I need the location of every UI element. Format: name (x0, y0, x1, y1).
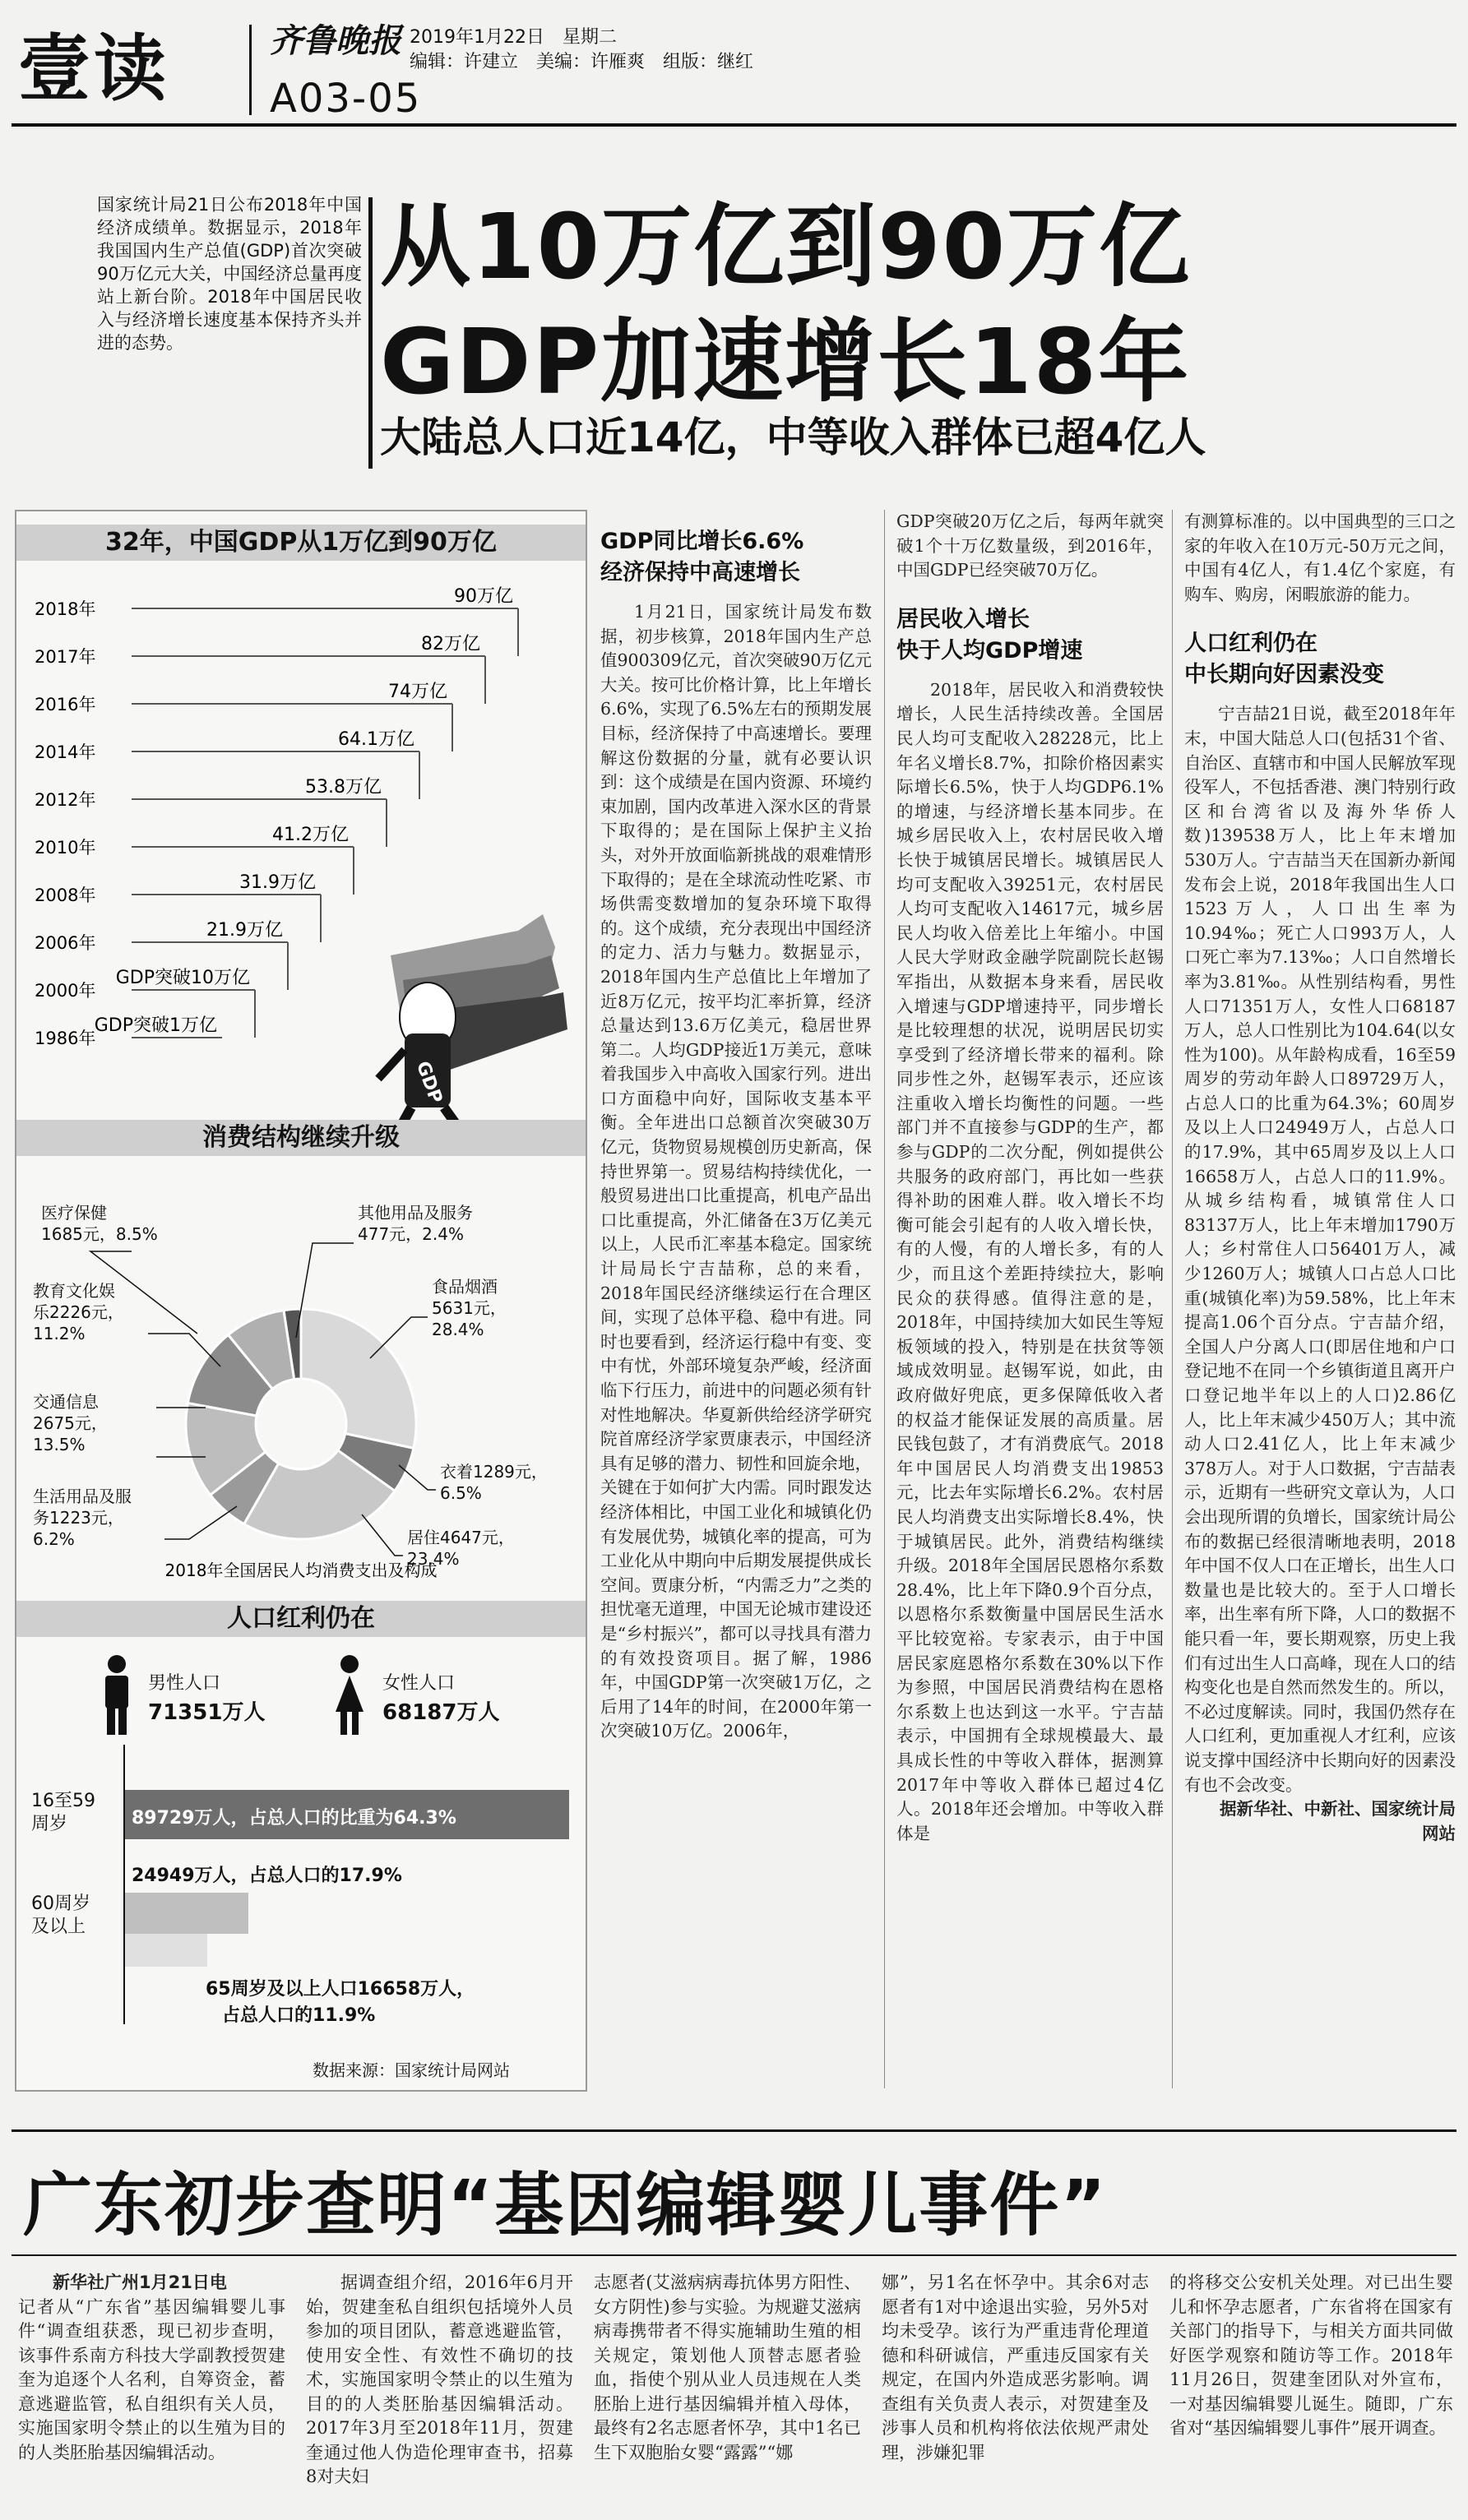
col2-continuation: GDP突破20万亿之后，每两年就突破1个十万亿数量级，到2016年，中国GDP已经突破70万亿。 (896, 511, 1164, 580)
editor-credits: 编辑：许建立 美编：许雁爽 组版：继红 (410, 52, 754, 72)
consumption-pie-chart (16, 1161, 586, 1588)
gdp-value-label: GDP突破1万亿 (94, 1015, 217, 1036)
elderly-65-text-1: 65周岁及以上人口16658万人， (206, 1979, 475, 2000)
section2-col3-body: 志愿者(艾滋病病毒抗体男方阳性、女方阴性)参与实验。为规避艾滋病病毒携带者不得实施辅助生殖的相关规定，策划他人顶替志愿者验血，指使个别从业人员违规在人类胚胎上进行基因编辑并植入母体，最终有2名志愿者怀孕，其中1名已生下双胞胎女婴“露露”“娜 (594, 2273, 861, 2462)
pie-label-daily: 6.2% (33, 1529, 75, 1549)
pie-label-other: 477元，2.4% (358, 1224, 464, 1244)
gdp-value-label: 90万亿 (454, 586, 513, 607)
pie-label-transport: 13.5% (33, 1435, 86, 1454)
gdp-value-label: 31.9万亿 (239, 872, 316, 893)
col3-credit: 据新华社、中新社、国家统计局网站 (1220, 1799, 1456, 1843)
section2-col1-body: 记者从“广东省”基因编辑婴儿事件“调查组获悉，现已初步查明，该事件系南方科技大学副教授贺建奎为追逐个人名利，自筹资金，蓄意逃避监管，私自组织有关人员，实施国家明令禁止的以生殖为目的的人类胚胎基因编辑活动。 (18, 2296, 285, 2462)
pie-label-education: 11.2% (33, 1324, 86, 1343)
lead-accent-bar (368, 197, 373, 469)
elderly-60-bar (125, 1893, 248, 1934)
female-value: 68187万人 (382, 1700, 500, 1725)
paper-name-logo: 齐鲁晚报 (270, 21, 401, 60)
pie-caption: 2018年全国居民人均消费支出及构成 (164, 1561, 438, 1580)
section2-col5-body: 的将移交公安机关处理。对已出生婴儿和怀孕志愿者，广东省将在国家有关部门的指导下，与相关方面共同做好医学观察和随访等工作。2018年11月26日，贺建奎团队对外宣布，一对基因编辑婴儿诞生。随即，广东省对“基因编辑婴儿事件”展开调查。 (1169, 2273, 1453, 2438)
male-label: 男性人口 (148, 1673, 221, 1694)
pie-label-transport: 交通信息 (33, 1392, 99, 1412)
headline-line-1: 从10万亿到90万亿 (380, 194, 1192, 299)
gdp-value-label: 21.9万亿 (206, 920, 283, 941)
population-panel-title: 人口红利仍在 (16, 1601, 586, 1637)
subheadline: 大陆总人口近14亿，中等收入群体已超4亿人 (380, 414, 1206, 461)
gdp-year-label: 2010年 (35, 838, 96, 858)
gdp-year-label: 2016年 (35, 695, 96, 714)
infographic-column (15, 510, 587, 2092)
gdp-year-label: 2017年 (35, 647, 96, 667)
gdp-value-label: 41.2万亿 (272, 825, 349, 845)
issue-date: 2019年1月22日 星期二 (410, 27, 617, 48)
article-column-1 (600, 526, 872, 2088)
section2-col-5 (1169, 2271, 1453, 2509)
pie-label-food: 食品烟酒 (432, 1277, 498, 1297)
working-age-text: 89729万人，占总人口的比重为64.3% (132, 1808, 456, 1829)
column-separator (1172, 510, 1173, 2088)
page-number: A03-05 (270, 76, 422, 122)
article-column-3 (1184, 510, 1456, 2088)
gdp-year-label: 2012年 (35, 790, 96, 810)
lead-summary: 国家统计局21日公布2018年中国经济成绩单。数据显示，2018年我国国内生产总值(GDP)首次突破90万亿元大关，中国经济总量再度站上新台阶。2018年中国居民收入与经济增长速度基本保持齐头并进的态势。 (97, 195, 362, 353)
pie-label-other: 其他用品及服务 (358, 1203, 473, 1223)
male-value: 71351万人 (148, 1700, 266, 1725)
col2-heading: 居民收入增长 快于人均GDP增速 (896, 606, 1083, 664)
male-icon (99, 1654, 135, 1740)
pie-label-clothing: 衣着1289元， (440, 1462, 548, 1482)
pie-label-clothing: 6.5% (440, 1483, 482, 1503)
gdp-year-label: 2006年 (35, 933, 96, 953)
section2-headline: 广东初步查明“基因编辑婴儿事件” (23, 2165, 1108, 2245)
data-source: 数据来源：国家统计局网站 (313, 2060, 510, 2080)
pie-label-medical: 1685元，8.5% (41, 1224, 158, 1244)
section2-col-2 (306, 2271, 573, 2509)
gdp-panel-title: 32年，中国GDP从1万亿到90万亿 (16, 525, 586, 561)
section-title: 壹读 (18, 25, 170, 111)
runner-figure-icon (378, 914, 567, 1140)
header-divider (12, 123, 1456, 127)
consumption-panel-title: 消费结构继续升级 (16, 1120, 586, 1156)
gdp-year-label: 1986年 (35, 1029, 96, 1048)
bar-axis (123, 1745, 125, 2024)
female-icon (329, 1654, 370, 1740)
section2-col-4 (882, 2271, 1149, 2509)
col3-body: 宁吉喆21日说，截至2018年年末，中国大陆总人口(包括31个省、自治区、直辖市和中国人民解放军现役军人，不包括香港、澳门特别行政区和台湾省以及海外华侨人数)139538万人，比上年末增加530万人。宁吉喆当天在国新办新闻发布会上说，2018年我国出生人口1523万人，人口出生率为10.94‰；死亡人口993万人，人口死亡率为7.13‰；人口自然增长率为3.81‰。从性别结构看，男性人口71351万人，女性人口68187万人，总人口性别比为104.64(以女性为100)。从年龄构成看，16至59周岁的劳动年龄人口89729万人，占总人口的比重为64.3%；60周岁及以上人口24949万人，占总人口的17.9%，其中65周岁及以上人口16658万人，占总人口的11.9%。从城乡结构看，城镇常住人口83137万人，比上年末增加1790万人；乡村常住人口56401万人，减少1260万人；城镇人口占总人口比重(城镇化率)为59.58%，比上年末提高1.06个百分点。宁吉喆介绍，全国人户分离人口(即居住地和户口登记地不在同一个乡镇街道且离开户口登记地半年以上的人口)2.86亿人，比上年末减少450万人；其中流动人口2.41亿人，比上年末减少378万人。对于人口数据，宁吉喆表示，近期有一些研究文章认为，人口会出现所谓的负增长，国家统计局公布的数据已经很清晰地表明，2018年中国不仅人口在正增长，出生人口数量也是比较大的。至于人口增长率，出生率有所下降，人口的数据不能只看一年，要长期观察，历史上我们有过出生人口高峰，现在人口的结构变化也是自然而然发生的。所以，不必过度解读。同时，我国仍然存在人口红利，更加重视人才红利，应该说支撑中国经济中长期向好的因素没有也不会改变。 (1184, 704, 1456, 1795)
section2-col4-body: 娜”，另1名在怀孕中。其余6对志愿者有1对中途退出实验，另外5对均未受孕。该行为严重违背伦理道德和科研诚信，严重违反国家有关规定，在国内外造成恶劣影响。调查组有关负责人表示，对贺建奎及涉事人员和机构将依法依规严肃处理，涉嫌犯罪 (882, 2273, 1149, 2462)
gdp-value-label: GDP突破10万亿 (115, 968, 250, 988)
elderly-65-bar (125, 1934, 207, 1967)
headline-line-2: GDP加速增长18年 (380, 309, 1191, 414)
section2-rule (12, 2254, 1456, 2256)
bar2-age-label: 60周岁 及以上 (31, 1893, 90, 1937)
article-column-2 (896, 510, 1164, 2088)
gdp-year-label: 2018年 (35, 599, 96, 619)
bar1-age-label: 16至59 周岁 (31, 1791, 95, 1834)
col2-body: 2018年，居民收入和消费较快增长，人民生活持续改善。全国居民人均可支配收入28228元，比上年名义增长8.7%，扣除价格因素实际增长6.5%，快于人均GDP6.1%的增速，与经济增长基本同步。在城乡居民收入上，农村居民收入增长快于城镇居民增长。城镇居民人均可支配收入39251元，农村居民人均可支配收入14617元，城乡居民人均收入倍差比上年缩小。中国人民大学财政金融学院副院长赵锡军指出，从数据本身来看，居民收入增速与GDP增速持平，同步增长是比较理想的状况，说明居民切实享受到了经济增长带来的福利。除同步性之外，赵锡军表示，还应该注重收入增长均衡性的问题。一些部门并不直接参与GDP的生产，都参与GDP的二次分配，例如提供公共服务的政府部门，再比如一些获得补助的困难人群。收入增长不均衡可能会引起有的人收入增长快，有的人慢，有的人增长多，有的人少，而且这个差距持续拉大，影响民众的获得感。值得注意的是，2018年，中国持续加大如民生等短板领域的投入，特别是在扶贫等领域成效明显。赵锡军说，如此，由政府做好兜底，更多保障低收入者的权益才能保证发展的高质量。居民钱包鼓了，才有消费底气。2018年中国居民人均消费支出19853元，比去年实际增长6.2%。农村居民人均消费支出实际增长8.4%，快于城镇居民。此外，消费结构继续升级。2018年全国居民恩格尔系数28.4%，比上年下降0.9个百分点，以恩格尔系数衡量中国居民生活水平比较宽裕。专家表示，由于中国居民家庭恩格尔系数在30%以下作为参照，中国居民消费结构在恩格尔系数上也达到这一水平。宁吉喆表示，中国拥有全球规模最大、最具成长性的中等收入群体，据测算2017年中等收入群体已超过4亿人。2018年还会增加。中等收入群体是 (896, 679, 1164, 1843)
pie-label-transport: 2675元， (33, 1413, 108, 1433)
gdp-year-label: 2014年 (35, 742, 96, 762)
pie-label-medical: 医疗保健 (41, 1203, 107, 1223)
column-separator (884, 510, 885, 2088)
pie-label-daily: 生活用品及服 (33, 1487, 132, 1506)
pie-label-food: 5631元， (432, 1298, 507, 1318)
pie-label-education: 乐2226元， (33, 1302, 124, 1322)
section2-col-3 (594, 2271, 861, 2509)
col1-body: 1月21日，国家统计局发布数据，初步核算，2018年国内生产总值900309亿元，首次突破90万亿元大关。按可比价格计算，比上年增长6.6%，实现了6.5%左右的预期发展目标，经济保持了中高速增长。要理解这份数据的分量，就有必要认识到：这个成绩是在国内资源、环境约束加剧，国内改革进入深水区的背景下取得的；是在国际上保护主义抬头，对外开放面临新挑战的艰难情形下取得的；是在全球流动性吃紧、市场供需变数增加的复杂环境下取得的。这个成绩，充分表现出中国经济的定力、活力与魅力。数据显示，2018年国内生产总值比上年增加了近8万亿元，按平均汇率折算，经济总量达到13.6万亿美元，稳居世界第二。人均GDP接近1万美元，意味着我国步入中高收入国家行列。进出口方面稳中向好，国际收支基本平衡。全年进出口总额首次突破30万亿元，货物贸易规模创历史新高，保持世界第一。贸易结构持续优化，一般贸易进出口比重提高，机电产品出口比重提高，外汇储备在3万亿美元以上，人民币汇率基本稳定。国家统计局局长宁吉喆称，总的来看，2018年国民经济继续运行在合理区间，实现了总体平稳、稳中有进。同时也要看到，经济运行稳中有变、变中有忧，外部环境复杂严峻，经济面临下行压力，前进中的问题必须有针对性地解决。华夏新供给经济学研究院首席经济学家贾康表示，中国经济具有足够的潜力、韧性和回旋余地，关键在于如何扩大内需。同时跟发达经济体相比，中国工业化和城镇化仍有发展优势，城镇化率的提高，可为工业化从中期向中后期发展提供成长空间。贾康分析，“内需乏力”之类的担忧毫无道理，中国无论城市建设还是“乡村振兴”，都可以寻找具有潜力的有效投资项目。据了解，1986年，中国GDP第一次突破1万亿，之后用了14年的时间，在2000年第一次突破10万亿。2006年， (600, 602, 872, 1741)
pie-label-daily: 务1223元， (33, 1508, 124, 1528)
runner-shirt-label: GDP (411, 1058, 447, 1107)
pie-label-housing: 居住4647元， (407, 1528, 515, 1547)
pie-label-education: 教育文化娱 (33, 1281, 115, 1301)
gdp-timeline-graphic (16, 569, 586, 1144)
col3-heading: 人口红利仍在 中长期向好因素没变 (1184, 631, 1384, 688)
section2-col2-body: 据调查组介绍，2016年6月开始，贺建奎私自组织包括境外人员参加的项目团队，蓄意逃避监管，使用安全性、有效性不确切的技术，实施国家明令禁止的以生殖为目的的人类胚胎基因编辑活动。2017年3月至2018年11月，贺建奎通过他人伪造伦理审查书，招募8对夫妇 (306, 2273, 573, 2486)
gdp-value-label: 64.1万亿 (338, 729, 414, 750)
gdp-value-label: 74万亿 (388, 682, 447, 702)
gdp-year-label: 2008年 (35, 885, 96, 905)
pie-label-food: 28.4% (432, 1320, 484, 1339)
col3-continuation: 有测算标准的。以中国典型的三口之家的年收入在10万元-50万元之间，中国有4亿人，有1.4亿个家庭，有购车、购房，闲暇旅游的能力。 (1184, 511, 1456, 604)
section2-top-rule (12, 2129, 1456, 2132)
pie-label-housing: 23.4% (407, 1549, 460, 1569)
elderly-65-text-2: 占总人口的11.9% (222, 2005, 376, 2026)
col1-heading: GDP同比增长6.6% 经济保持中高速增长 (600, 529, 804, 585)
section2-col-1 (18, 2271, 285, 2509)
female-label: 女性人口 (382, 1673, 456, 1694)
gdp-value-label: 82万亿 (421, 634, 480, 654)
gdp-year-label: 2000年 (35, 981, 96, 1001)
masthead-divider (249, 25, 252, 115)
elderly-60-text: 24949万人，占总人口的17.9% (132, 1866, 402, 1886)
gdp-value-label: 53.8万亿 (305, 777, 382, 798)
section2-dateline: 新华社广州1月21日电 (53, 2273, 227, 2292)
